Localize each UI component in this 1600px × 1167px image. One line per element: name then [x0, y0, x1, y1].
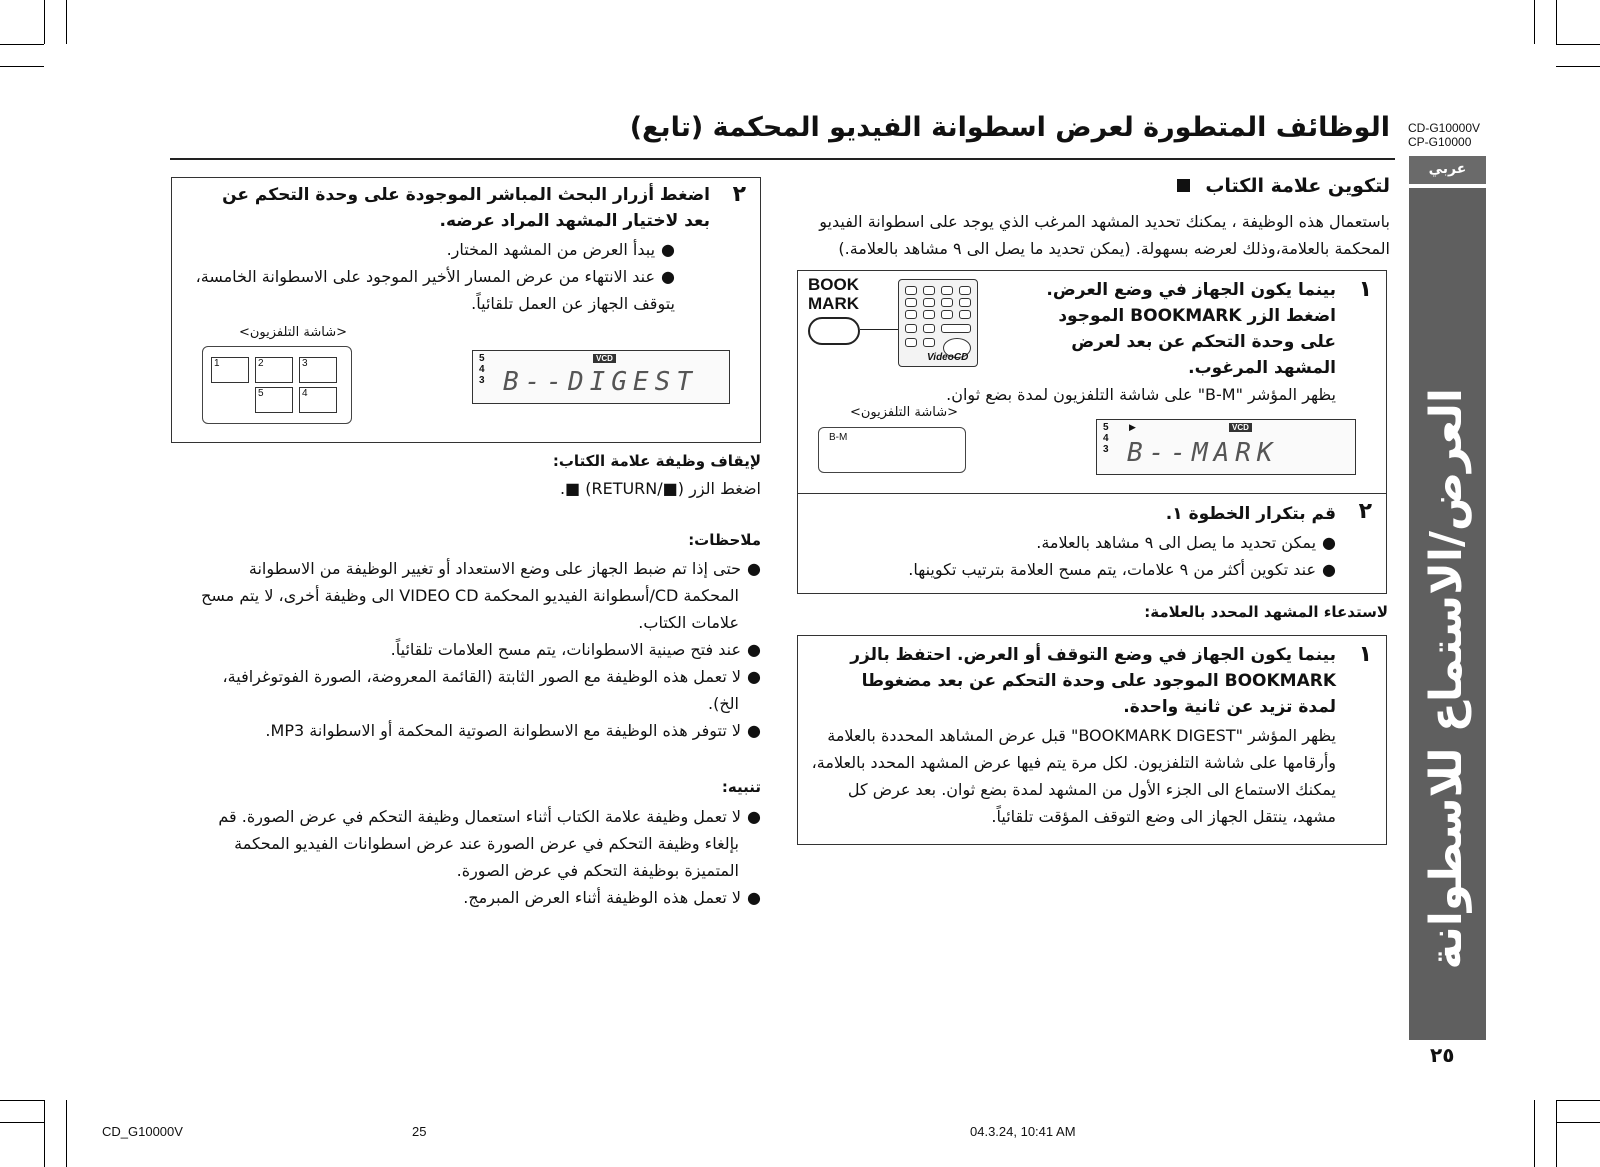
- side-title: العرض/الاستماع للاسطوانة: [1421, 388, 1472, 970]
- step1-line: على وحدة التحكم عن بعد لعرض: [1071, 332, 1336, 352]
- step-number: ١: [1358, 642, 1372, 667]
- footer-file: CD_G10000V: [102, 1124, 183, 1139]
- tv-indicator: B-M: [829, 432, 848, 443]
- recall-box: [797, 635, 1387, 845]
- step1-note: يظهر المؤشر "B-M" على شاشة التلفزيون لمدة بضع ثوان.: [946, 385, 1336, 404]
- bullet-item-continued: يتوقف الجهاز عن العمل تلقائياً.: [471, 294, 675, 313]
- bookmark-label-line: MARK: [808, 294, 859, 313]
- lcd-disc-indicators: [479, 353, 485, 386]
- thumbnail-number: 5: [258, 388, 264, 399]
- bookmark-label-line: BOOK: [808, 275, 859, 294]
- crop-mark: [0, 44, 44, 45]
- recall-body-line: يظهر المؤشر "BOOKMARK DIGEST" قبل عرض المشاهد المحددة بالعلامة: [827, 726, 1336, 745]
- digest-bullets: [165, 236, 675, 317]
- cancel-heading: لإيقاف وظيفة علامة الكتاب:: [552, 452, 761, 470]
- crop-mark: [66, 1100, 67, 1167]
- warning-item-continued: المتميزة بوظيفة التحكم في عرض الصورة.: [456, 861, 739, 880]
- section-heading-text: لتكوين علامة الكتاب: [1205, 175, 1390, 197]
- intro-line: المحكمة بالعلامة،وذلك لعرضه بسهولة. (يمكن تحديد ما يصل الى ٩ مشاهد بالعلامة.): [838, 239, 1390, 258]
- lcd-text: B--DIGEST: [503, 367, 698, 397]
- recall-body-line: يمكنك الاستماع الى الجزء الأول من المشهد لمدة بضع ثوان. بعد عرض كل: [847, 780, 1336, 799]
- crop-mark: [44, 1100, 45, 1167]
- thumbnail-cell: [299, 387, 337, 413]
- crop-mark: [1534, 1100, 1535, 1167]
- page-number: ٢٥: [1430, 1043, 1455, 1067]
- lcd-display: [472, 350, 730, 404]
- crop-mark: [66, 0, 67, 44]
- bullet-item: ● عند الانتهاء من عرض المسار الأخير الموجود على الاسطوانة الخامسة،: [165, 263, 675, 290]
- notes-heading: ملاحظات:: [688, 531, 761, 549]
- crop-mark: [44, 0, 45, 44]
- recall-heading: لاستدعاء المشهد المحدد بالعلامة:: [1144, 603, 1388, 621]
- intro-text: [798, 208, 1390, 262]
- step1-line: المشهد المرغوب.: [1188, 358, 1336, 378]
- recall-body-line: وأرقامها على شاشة التلفزيون. لكل مرة يتم فيها عرض المشهد المحدد بالعلامة،: [811, 753, 1336, 772]
- play-indicator-icon: ▶: [1129, 423, 1136, 433]
- step2-heading: قم بتكرار الخطوة ١.: [1165, 504, 1336, 524]
- lcd-disc-number: 4: [479, 364, 485, 375]
- bullet-item: ● يبدأ العرض من المشهد المختار.: [165, 236, 675, 263]
- step-number: ١: [1358, 277, 1372, 302]
- tv-caption: <شاشة التلفزيون>: [238, 325, 347, 340]
- digest-step-box: [171, 177, 761, 443]
- language-tab: عربي: [1409, 156, 1486, 184]
- thumbnail-cell: [255, 387, 293, 413]
- tv-caption: <شاشة التلفزيون>: [849, 405, 958, 420]
- step-number: ٢: [1358, 499, 1372, 524]
- remote-control-icon: [898, 279, 978, 367]
- crop-mark: [1556, 66, 1600, 67]
- lcd-disc-number: 3: [1103, 444, 1109, 455]
- lcd-disc-number: 4: [1103, 433, 1109, 444]
- note-item-continued: علامات الكتاب.: [638, 613, 739, 632]
- digest-line: بعد لاختيار المشهد المراد عرضه.: [439, 211, 710, 231]
- crop-mark: [0, 66, 44, 67]
- intro-line: باستعمال هذه الوظيفة ، يمكنك تحديد المشهد المرغب الذي يوجد على اسطوانة الفيديو: [819, 212, 1390, 231]
- note-item: ● لا تعمل هذه الوظيفة مع الصور الثابتة (القائمة المعروضة، الصورة الفوتوغرافية،: [171, 663, 761, 690]
- crop-mark: [0, 1100, 44, 1101]
- lcd-disc-number: 5: [1103, 422, 1109, 433]
- square-bullet-icon: [1177, 179, 1190, 192]
- lcd-disc-indicators: [1103, 422, 1109, 455]
- crop-mark: [1556, 1100, 1557, 1167]
- lcd-disc-number: 5: [479, 353, 485, 364]
- crop-mark: [1556, 1122, 1600, 1123]
- lcd-text: B--MARK: [1127, 438, 1279, 468]
- model-number: CP-G10000: [1408, 135, 1472, 149]
- warning-item: ● لا تعمل وظيفة علامة الكتاب أثناء استعمال وظيفة التحكم في عرض الصورة. قم: [171, 803, 761, 830]
- vcd-badge: VCD: [593, 354, 616, 363]
- bullet-item: ● يمكن تحديد ما يصل الى ٩ مشاهد بالعلامة.: [816, 529, 1336, 556]
- cancel-text: اضغط الزر (■/RETURN) ■.: [559, 479, 761, 498]
- note-item-continued: المحكمة CD/أسطوانة الفيديو المحكمة VIDEO CD الى وظيفة أخرى، لا يتم مسح: [201, 586, 739, 605]
- step-number: ٢: [732, 182, 746, 207]
- step1-box: [797, 270, 1387, 594]
- remote-brand: VideoCD: [927, 352, 969, 363]
- bookmark-button-icon: [808, 317, 860, 345]
- note-item-continued: الخ).: [708, 694, 739, 713]
- footer-page: 25: [412, 1124, 427, 1139]
- crop-mark: [1556, 44, 1600, 45]
- recall-body-line: مشهد، ينتقل الجهاز الى وضع التوقف المؤقت تلقائياً.: [991, 807, 1336, 826]
- bullet-item: ● عند تكوين أكثر من ٩ علامات، يتم مسح العلامة بترتيب تكوينها.: [816, 556, 1336, 583]
- recall-line: بينما يكون الجهاز في وضع التوقف أو العرض. احتفظ بالزر: [850, 645, 1336, 665]
- crop-mark: [1556, 0, 1557, 44]
- digest-line: اضغط أزرار البحث المباشر الموجودة على وحدة التحكم عن: [222, 185, 710, 205]
- tv-screen: [202, 346, 352, 424]
- side-tab: [1409, 188, 1486, 1040]
- warning-heading: تنبيه:: [721, 778, 761, 796]
- thumbnail-number: 2: [258, 358, 264, 369]
- model-number: CD-G10000V: [1408, 121, 1481, 135]
- digest-instructions: [170, 182, 710, 234]
- step2-bullets: [816, 529, 1336, 583]
- vcd-badge: VCD: [1229, 423, 1252, 432]
- header-rule: [170, 158, 1395, 160]
- bookmark-label: [808, 275, 859, 313]
- note-item: ● حتى إذا تم ضبط الجهاز على وضع الاستعداد أو تغيير الوظيفة من الاسطوانة: [171, 555, 761, 582]
- notes-list: [171, 555, 761, 744]
- crop-mark: [0, 1122, 44, 1123]
- step-divider: [798, 493, 1386, 494]
- pointer-line: [860, 329, 900, 330]
- lcd-display: [1096, 419, 1356, 475]
- step1-line: بينما يكون الجهاز في وضع العرض.: [1046, 280, 1336, 300]
- footer-timestamp: 04.3.24, 10:41 AM: [970, 1124, 1076, 1139]
- tv-screen: [818, 427, 966, 473]
- thumbnail-cell: [299, 357, 337, 383]
- recall-body: [806, 722, 1336, 830]
- step1-line: اضغط الزر BOOKMARK الموجود: [1058, 306, 1336, 326]
- note-item: ● عند فتح صينية الاسطوانات، يتم مسح العلامات تلقائياً.: [171, 636, 761, 663]
- thumbnail-cell: [255, 357, 293, 383]
- crop-mark: [1534, 0, 1535, 44]
- thumbnail-cell: [211, 357, 249, 383]
- lcd-disc-number: 3: [479, 375, 485, 386]
- step1-instructions: [1016, 277, 1336, 381]
- section-heading-bookmark: [800, 175, 1390, 197]
- crop-mark: [1556, 1100, 1600, 1101]
- page-title: الوظائف المتطورة لعرض اسطوانة الفيديو المحكمة (تابع): [629, 112, 1390, 143]
- thumbnail-number: 4: [302, 388, 308, 399]
- warning-item: ● لا تعمل هذه الوظيفة أثناء العرض المبرمج.: [171, 884, 761, 911]
- recall-line: لمدة تزيد عن ثانية واحدة.: [1123, 697, 1336, 717]
- warning-list: [171, 803, 761, 911]
- recall-line: BOOKMARK الموجود على وحدة التحكم عن بعد مضغوطا: [861, 671, 1336, 691]
- thumbnail-number: 3: [302, 358, 308, 369]
- thumbnail-number: 1: [214, 358, 220, 369]
- warning-item-continued: بإلغاء وظيفة التحكم في عرض الصورة عند عرض اسطوانات الفيديو المحكمة: [234, 834, 739, 853]
- note-item: ● لا تتوفر هذه الوظيفة مع الاسطوانة الصوتية المحكمة أو الاسطوانة MP3.: [171, 717, 761, 744]
- recall-instructions: [806, 642, 1336, 720]
